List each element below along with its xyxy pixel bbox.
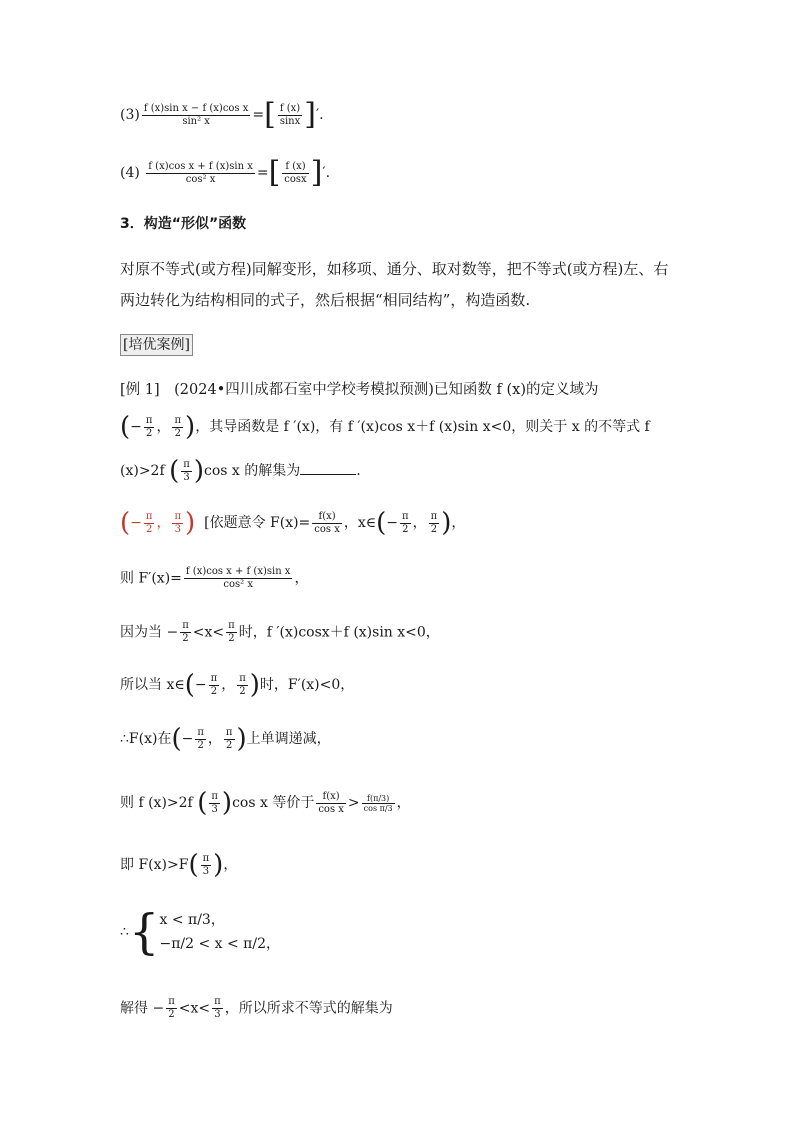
formula-3-fraction <box>142 103 251 128</box>
formula-4-equals: = <box>256 165 269 181</box>
domain-text: ，x∈ <box>343 515 377 531</box>
derivative-fraction <box>184 566 293 591</box>
left-bracket: [ <box>268 155 281 190</box>
formula-4-fraction <box>146 161 255 186</box>
three: 3 <box>183 471 190 483</box>
right-paren: ) <box>185 412 196 442</box>
formula-3 <box>120 97 324 132</box>
pi: π <box>174 414 182 426</box>
formula-4 <box>120 155 331 190</box>
step-6-prefix: 则 f (x)>2f <box>120 795 193 811</box>
pi: π <box>168 996 175 1007</box>
minus-sign: − <box>130 515 142 531</box>
example-line-2 <box>120 414 650 440</box>
example-line-2-text: ，其导函数是 f ′(x)，有 f ′(x)cos x＋f (x)sin x<0，则关于 x 的不等式 f <box>195 419 650 435</box>
f-pi3-over-cos-pi3 <box>362 794 395 813</box>
section-paragraph: 对原不等式(或方程)同解变形，如移项、通分、取对数等，把不等式(或方程)左、右两边转化为结构相同的式子，然后根据“相同结构”，构造函数. <box>120 260 669 309</box>
step-3-prefix: 因为当 − <box>120 624 179 641</box>
pi: π <box>145 414 153 426</box>
solution-step-4 <box>120 672 354 698</box>
pi-over-2 <box>166 996 177 1021</box>
formula-3-denominator: sin² x <box>182 115 210 127</box>
comma: ， <box>451 515 466 531</box>
left-paren: ( <box>376 508 387 538</box>
system-row-1: x < π/3， <box>159 912 225 928</box>
formula-3-tail: ′. <box>315 107 324 123</box>
right-paren: ) <box>185 508 196 538</box>
answer-interval <box>120 508 196 538</box>
three: 3 <box>174 523 181 535</box>
pi: π <box>197 726 204 738</box>
left-paren: ( <box>120 508 131 538</box>
step-3-mid: <x< <box>192 624 225 641</box>
step-9-mid: <x< <box>178 1000 211 1017</box>
numerator: f(x) <box>316 791 346 804</box>
solution-step-2 <box>120 566 308 591</box>
formula-3-equals: = <box>252 107 265 123</box>
minus-sign: − <box>386 515 399 531</box>
solution-step-8 <box>120 904 281 960</box>
section-heading: 3．构造“形似”函数 <box>120 216 247 232</box>
pi: π <box>183 458 190 470</box>
pi: π <box>228 620 235 631</box>
case-tag <box>120 334 193 356</box>
comma: ， <box>156 515 171 531</box>
pi-over-2 <box>144 415 155 440</box>
left-paren: ( <box>188 850 199 880</box>
two: 2 <box>239 685 246 697</box>
two: 2 <box>226 739 233 751</box>
two: 2 <box>168 1009 175 1020</box>
left-bracket: [ <box>264 97 276 132</box>
denominator: cos x <box>314 523 340 535</box>
two: 2 <box>210 685 218 697</box>
right-paren: ) <box>213 850 224 880</box>
right-paren: ) <box>221 788 233 818</box>
pi: π <box>239 672 246 684</box>
comma: ， <box>396 795 411 811</box>
right-paren: ) <box>236 724 247 754</box>
left-paren: ( <box>184 670 195 700</box>
pi-over-2 <box>195 727 206 752</box>
solution-step-6 <box>120 790 411 816</box>
step-5-suffix: 上单调递减， <box>246 731 331 747</box>
comma: ， <box>294 570 309 587</box>
numerator: f (x)cos x + f (x)sin x <box>185 566 291 577</box>
step-3-suffix: 时，f ′(x)cosx＋f (x)sin x<0， <box>238 624 440 641</box>
example-line-1: [例 1] (2024•四川成都石室中学校考模拟预测)已知函数 f (x)的定义域为 <box>120 382 599 398</box>
solution-intro-text: [依题意令 F(x)= <box>204 515 311 531</box>
two: 2 <box>430 523 438 535</box>
step-9-prefix: 解得 − <box>120 1000 165 1017</box>
formula-4-label: (4) <box>120 165 140 181</box>
pi-over-3 <box>212 996 223 1021</box>
step-7-prefix: 即 F(x)>F <box>120 857 189 873</box>
numerator: f(x) <box>312 511 342 524</box>
inequality-end: cos x 的解集为 <box>203 463 301 479</box>
step-6-mid: cos x 等价于 <box>232 795 315 811</box>
two: 2 <box>197 739 204 751</box>
two: 2 <box>228 633 235 644</box>
pi: π <box>182 620 189 631</box>
formula-3-rhs <box>278 103 302 128</box>
comma: ， <box>156 419 171 435</box>
formula-4-denominator: cos² x <box>185 173 216 185</box>
left-paren: ( <box>171 724 182 754</box>
pi: π <box>174 510 182 522</box>
example-line-3 <box>120 458 361 484</box>
derivative-label: 则 F′(x)= <box>120 570 182 587</box>
answer-blank <box>300 460 356 475</box>
case-tag-label: [培优案例] <box>120 334 193 356</box>
formula-4-rhs-num: f (x) <box>282 161 308 174</box>
formula-3-rhs-num: f (x) <box>278 103 302 116</box>
system-row-2: −π/2 < x < π/2， <box>159 936 281 952</box>
pi: π <box>214 996 221 1007</box>
right-bracket: ] <box>310 155 323 190</box>
pi: π <box>430 510 438 522</box>
pi-over-2 <box>400 511 411 536</box>
three: 3 <box>214 1009 221 1020</box>
three: 3 <box>202 865 210 877</box>
minus-sign: − <box>181 731 194 747</box>
two: 2 <box>174 427 181 439</box>
pi: π <box>225 726 233 738</box>
comma: ， <box>207 731 222 747</box>
right-paren: ) <box>441 508 452 538</box>
step-4-prefix: 所以当 x∈ <box>120 677 185 693</box>
pi: π <box>202 852 210 864</box>
pi-over-3 <box>209 791 220 816</box>
pi-over-2 <box>237 673 248 698</box>
denominator: cos π/3 <box>363 803 393 813</box>
formula-4-tail: ′. <box>322 165 331 181</box>
comma: ， <box>221 677 236 693</box>
formula-3-label: (3) <box>120 107 140 123</box>
pi-over-2 <box>429 511 440 536</box>
left-paren: ( <box>120 412 131 442</box>
f-over-cos <box>312 511 342 536</box>
pi: π <box>211 790 218 802</box>
pi-over-2 <box>144 511 155 536</box>
formula-3-rhs-den: sinx <box>279 115 301 127</box>
three: 3 <box>211 803 218 815</box>
solution-step-9 <box>120 996 393 1021</box>
formula-4-numerator: f (x)cos x + f (x)sin x <box>148 160 253 172</box>
right-paren: ) <box>193 456 204 486</box>
therefore-symbol: ∴ <box>120 924 129 940</box>
two: 2 <box>182 633 189 644</box>
two: 2 <box>402 523 409 535</box>
two: 2 <box>145 427 153 439</box>
inequality-system <box>128 904 281 960</box>
comma: ， <box>223 857 238 873</box>
pi: π <box>210 672 218 684</box>
step-9-suffix: ，所以所求不等式的解集为 <box>224 1000 393 1017</box>
denominator: cos x <box>318 803 344 815</box>
pi-over-2 <box>209 673 220 698</box>
right-bracket: ] <box>304 97 316 132</box>
numerator: f(π/3) <box>362 794 395 804</box>
left-brace: { <box>128 904 160 960</box>
pi-over-2 <box>226 620 237 645</box>
left-paren: ( <box>197 788 208 818</box>
two: 2 <box>145 523 153 535</box>
pi-over-3 <box>172 511 183 536</box>
pi-over-2 <box>172 415 183 440</box>
solution-intro <box>120 510 465 536</box>
step-5-prefix: ∴F(x)在 <box>120 731 172 747</box>
solution-step-3 <box>120 620 440 645</box>
right-paren: ) <box>249 670 260 700</box>
formula-4-rhs-den: cosx <box>284 173 307 185</box>
denominator: cos² x <box>223 579 253 590</box>
pi-over-3 <box>181 459 192 484</box>
solution-step-7 <box>120 852 237 878</box>
pi: π <box>145 510 153 522</box>
pi-over-3 <box>201 853 212 878</box>
pi-over-2 <box>180 620 191 645</box>
left-paren: ( <box>169 456 180 486</box>
formula-3-numerator: f (x)sin x − f (x)cos x <box>143 102 249 114</box>
pi: π <box>402 510 409 522</box>
step-4-suffix: 时，F′(x)<0， <box>259 677 355 693</box>
inequality-start: (x)>2f <box>120 463 165 479</box>
solution-step-5 <box>120 726 331 752</box>
minus-sign: − <box>130 419 142 435</box>
f-over-cos <box>316 791 346 816</box>
period: . <box>356 463 361 479</box>
pi-over-2 <box>224 727 235 752</box>
comma: ， <box>412 515 427 531</box>
greater-than: > <box>347 795 360 811</box>
formula-4-rhs <box>282 161 308 186</box>
minus-sign: − <box>194 677 207 693</box>
system-rows <box>159 908 280 956</box>
